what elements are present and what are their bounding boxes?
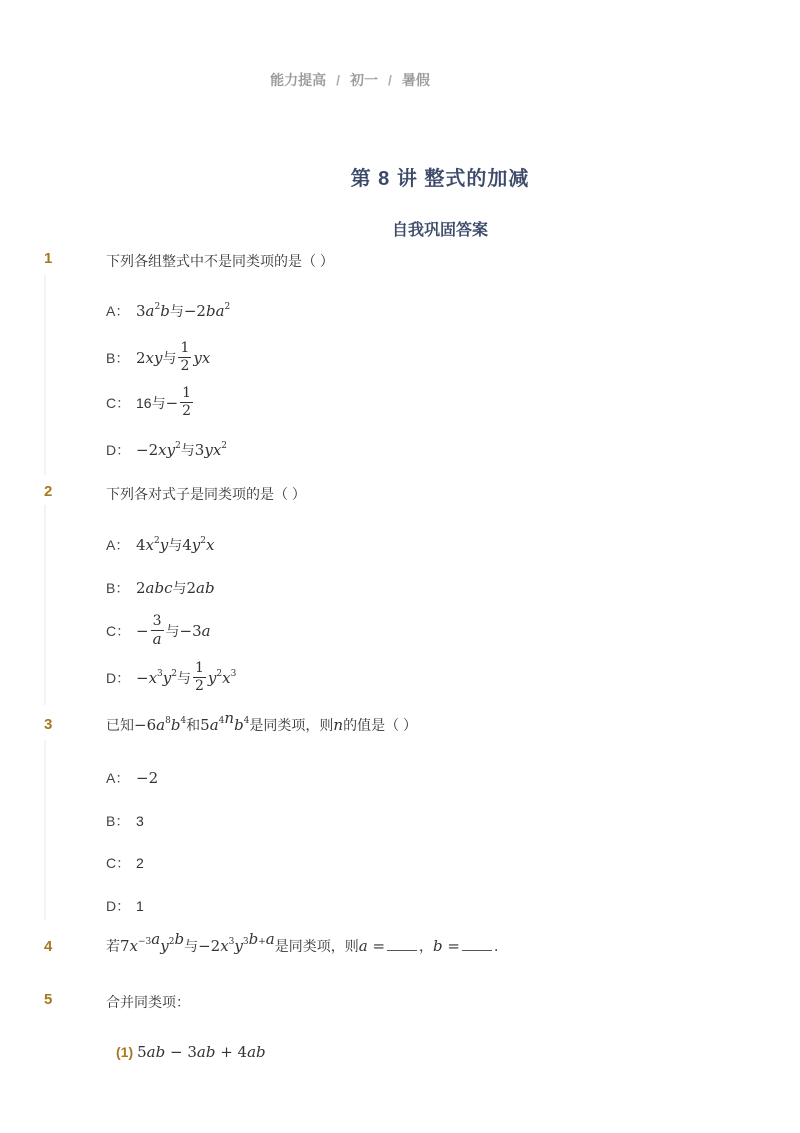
option-text: 与 xyxy=(169,303,184,319)
question-text-part: 与 xyxy=(184,938,199,954)
question-bar xyxy=(44,505,46,705)
answer-blank[interactable] xyxy=(462,938,492,951)
breadcrumb xyxy=(0,70,700,90)
option-label: D： xyxy=(106,898,131,914)
math-expression: 5ab − 3ab + 4ab xyxy=(137,1043,266,1061)
option-label: B： xyxy=(106,349,130,366)
math-expression: $-x^3y^2$ xyxy=(136,668,177,687)
question-number: 3 xyxy=(44,716,53,733)
option-d[interactable] xyxy=(106,660,236,695)
option-c[interactable] xyxy=(106,853,144,873)
option-a[interactable] xyxy=(106,535,214,555)
math-expression: $-2ba^2$ xyxy=(183,302,231,320)
question-text-part: 已知 xyxy=(106,717,134,733)
math-expression: b = xyxy=(433,937,460,955)
question-text-part: 的值是（ ） xyxy=(343,717,417,733)
question-text: 下列各对式子是同类项的是（ ） xyxy=(106,486,306,502)
question-text xyxy=(106,709,417,735)
math-expression: − xyxy=(136,621,149,640)
option-d[interactable] xyxy=(106,440,227,460)
question-text-part: 和 xyxy=(186,717,201,733)
question-text-part: 是同类项，则 xyxy=(274,938,359,954)
option-a[interactable] xyxy=(106,768,158,788)
option-label: C： xyxy=(106,394,131,411)
math-expression: $4x^2y$ xyxy=(136,536,169,554)
option-label: B： xyxy=(106,580,130,596)
breadcrumb-item[interactable]: 暑假 xyxy=(401,72,430,88)
math-expression: $-6a^8b^4$ xyxy=(134,716,187,734)
math-expression: 2abc xyxy=(136,579,173,597)
breadcrumb-item[interactable]: 能力提高 xyxy=(270,72,327,88)
math-expression: 2xy xyxy=(136,348,163,367)
option-label: A： xyxy=(106,770,130,786)
fraction: $\frac{1}{2}$ xyxy=(180,340,190,374)
math-expression: −3a xyxy=(179,621,211,640)
math-expression: $3a^2b$ xyxy=(136,302,170,320)
question-text-part: 是同类项，则 xyxy=(249,717,334,733)
option-text: 与 xyxy=(180,442,195,458)
answer-blank[interactable] xyxy=(387,938,417,951)
option-text: −2 xyxy=(136,769,159,787)
math-expression: yx xyxy=(193,348,211,367)
math-expression: $5a^{4n}b^4$ xyxy=(200,709,250,734)
option-text: 与 xyxy=(172,580,187,596)
page-subtitle: 自我巩固答案 xyxy=(391,222,488,239)
option-text: 与 xyxy=(168,537,183,553)
option-text: 1 xyxy=(136,898,144,914)
option-text: 与 xyxy=(151,394,166,411)
question-number: 2 xyxy=(44,483,53,500)
question-number: 5 xyxy=(44,991,53,1008)
option-c[interactable] xyxy=(106,613,211,648)
option-text: 与 xyxy=(177,669,191,686)
breadcrumb-item[interactable]: 初一 xyxy=(350,72,378,88)
breadcrumb-separator: / xyxy=(336,72,340,88)
page-title: 第 8 讲 整式的加减 xyxy=(350,168,530,190)
math-expression: $-2xy^2$ xyxy=(136,441,181,459)
option-b[interactable] xyxy=(106,811,144,831)
sub-question xyxy=(116,1043,266,1061)
option-label: A： xyxy=(106,537,130,553)
math-expression: 16 xyxy=(136,394,152,411)
option-label: A： xyxy=(106,303,130,319)
question-text: 合并同类项： xyxy=(106,994,190,1010)
option-label: D： xyxy=(106,442,131,458)
question-number: 4 xyxy=(44,938,53,955)
option-a[interactable] xyxy=(106,301,230,321)
option-text: 与 xyxy=(165,622,180,639)
option-text: 与 xyxy=(162,349,177,366)
question-text-part: ， xyxy=(419,938,434,954)
sub-question-label: (1) xyxy=(116,1044,134,1060)
question-text-part: ． xyxy=(493,938,508,954)
option-text: 2 xyxy=(136,855,144,871)
question-number: 1 xyxy=(44,250,53,267)
fraction: $\frac{1}{2}$ xyxy=(195,660,204,694)
math-expression: $3yx^2$ xyxy=(194,441,228,459)
math-expression: $-2x^3y^{3b+a}$ xyxy=(198,930,275,955)
math-expression: n xyxy=(333,716,344,734)
option-b[interactable] xyxy=(106,340,210,375)
breadcrumb-separator: / xyxy=(388,72,392,88)
math-expression: a = xyxy=(358,937,386,955)
fraction: $\frac{1}{2}$ xyxy=(182,385,192,419)
option-d[interactable] xyxy=(106,896,144,916)
option-label: B： xyxy=(106,813,130,829)
option-label: C： xyxy=(106,622,131,639)
question-text: 下列各组整式中不是同类项的是（ ） xyxy=(106,253,334,269)
question-text-part: 若 xyxy=(106,938,120,954)
option-text: 3 xyxy=(136,813,144,829)
option-c[interactable] xyxy=(106,385,195,420)
math-expression: 2ab xyxy=(186,579,215,597)
math-expression: $4y^2x$ xyxy=(182,536,215,554)
question-text xyxy=(106,930,508,956)
fraction: $\frac{3}{a}$ xyxy=(152,613,162,648)
math-expression: − xyxy=(165,393,179,412)
math-expression: $7x^{-3a}y^{2b}$ xyxy=(120,930,185,955)
option-label: C： xyxy=(106,855,131,871)
option-label: D： xyxy=(106,669,131,686)
question-bar xyxy=(44,740,46,920)
option-b[interactable] xyxy=(106,578,215,598)
math-expression: $y^2x^3$ xyxy=(207,668,237,687)
question-bar xyxy=(44,275,46,475)
